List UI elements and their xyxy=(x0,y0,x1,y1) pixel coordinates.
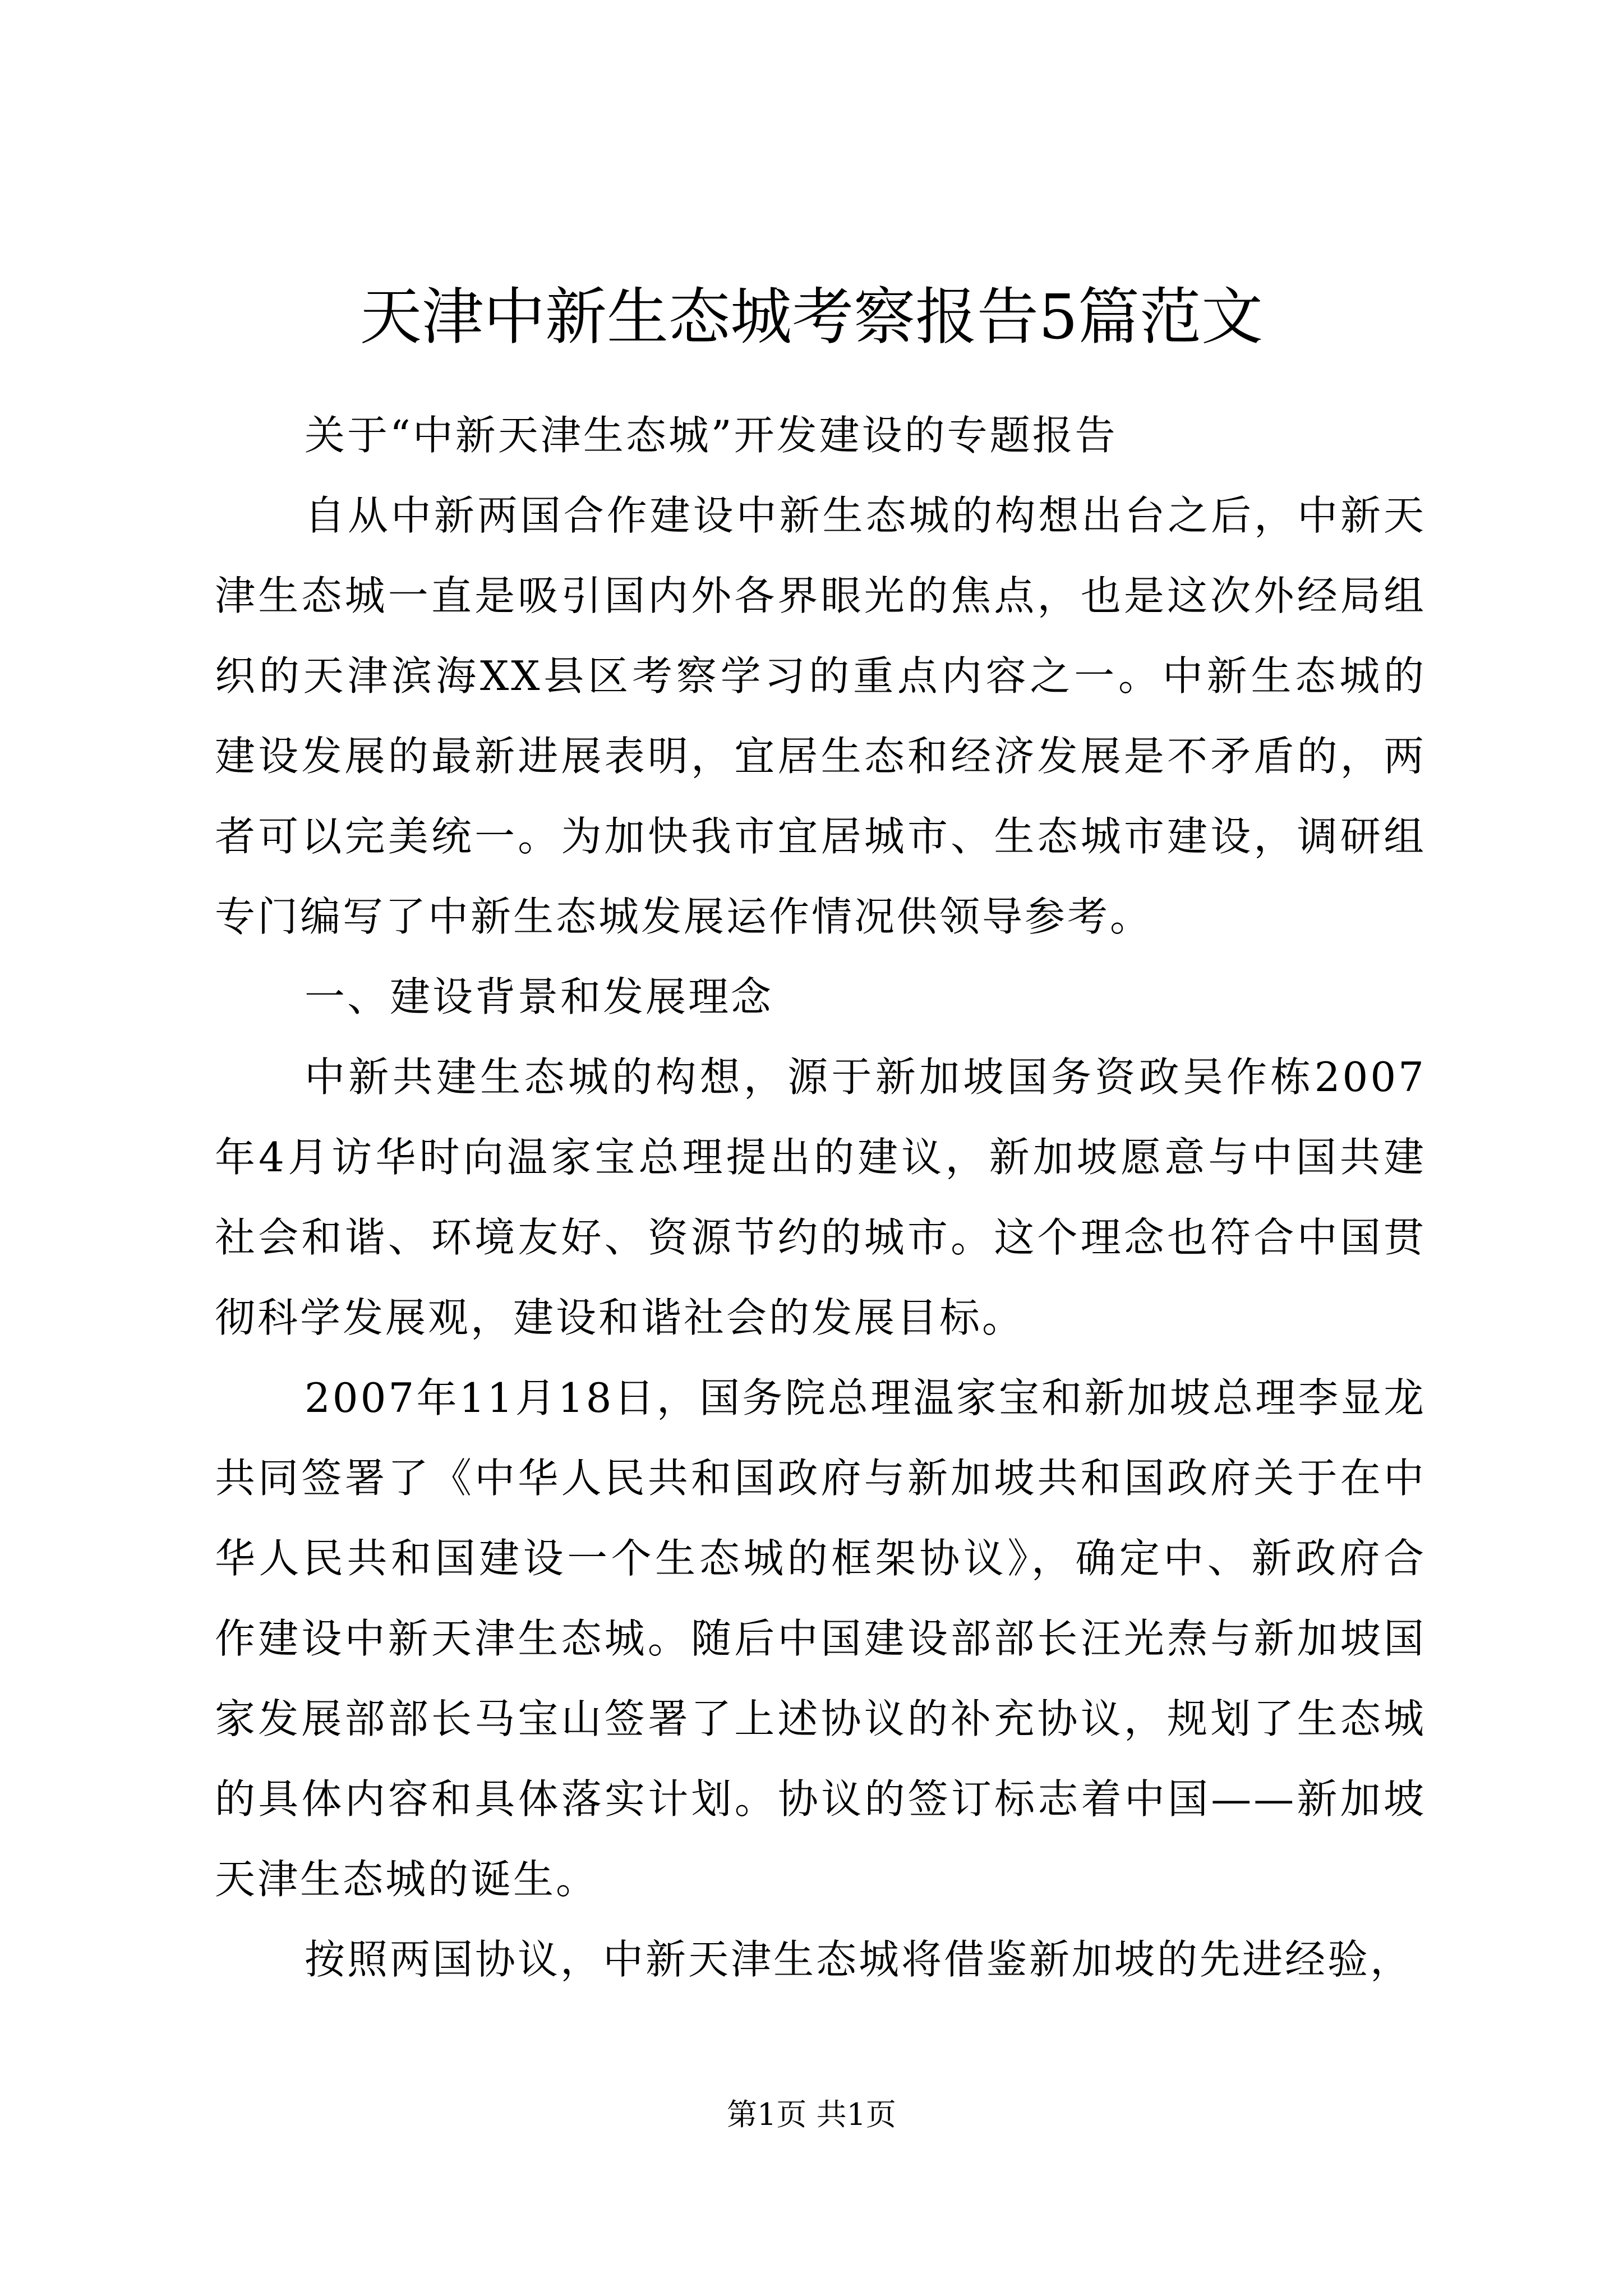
page-footer: 第1页 共1页 xyxy=(727,2097,896,2132)
body-paragraph: 自从中新两国合作建设中新生态城的构想出台之后，中新天津生态城一直是吸引国内外各界眼光的焦点，也是这次外经局组织的天津滨海XX县区考察学习的重点内容之一。中新生态城的建设发展的最新进展表明，宜居生态和经济发展是不矛盾的，两者可以完美统一。为加快我市宜居城市、生态城市建设，调研组专门编写了中新生态城发展运作情况供领导参考。 xyxy=(215,492,1426,940)
report-subtitle: 关于“中新天津生态城”开发建设的专题报告 xyxy=(305,412,1118,459)
document-title: 天津中新生态城考察报告5篇范文 xyxy=(360,281,1263,353)
document-body xyxy=(215,395,1426,2000)
section-heading: 一、建设背景和发展理念 xyxy=(305,973,774,1020)
body-paragraph: 2007年11月18日，国务院总理温家宝和新加坡总理李显龙共同签署了《中华人民共和国政府与新加坡共和国政府关于在中华人民共和国建设一个生态城的框架协议》，确定中、新政府合作建设中新天津生态城。随后中国建设部部长汪光焘与新加坡国家发展部部长马宝山签署了上述协议的补充协议，规划了生态城的具体内容和具体落实计划。协议的签订标志着中国——新加坡天津生态城的诞生。 xyxy=(215,1374,1426,1903)
body-paragraph: 按照两国协议，中新天津生态城将借鉴新加坡的先进经验， xyxy=(305,1936,1413,1983)
body-paragraph: 中新共建生态城的构想，源于新加坡国务资政吴作栋2007年4月访华时向温家宝总理提出的建议，新加坡愿意与中国共建社会和谐、环境友好、资源节约的城市。这个理念也符合中国贯彻科学发展观，建设和谐社会的发展目标。 xyxy=(215,1053,1426,1341)
